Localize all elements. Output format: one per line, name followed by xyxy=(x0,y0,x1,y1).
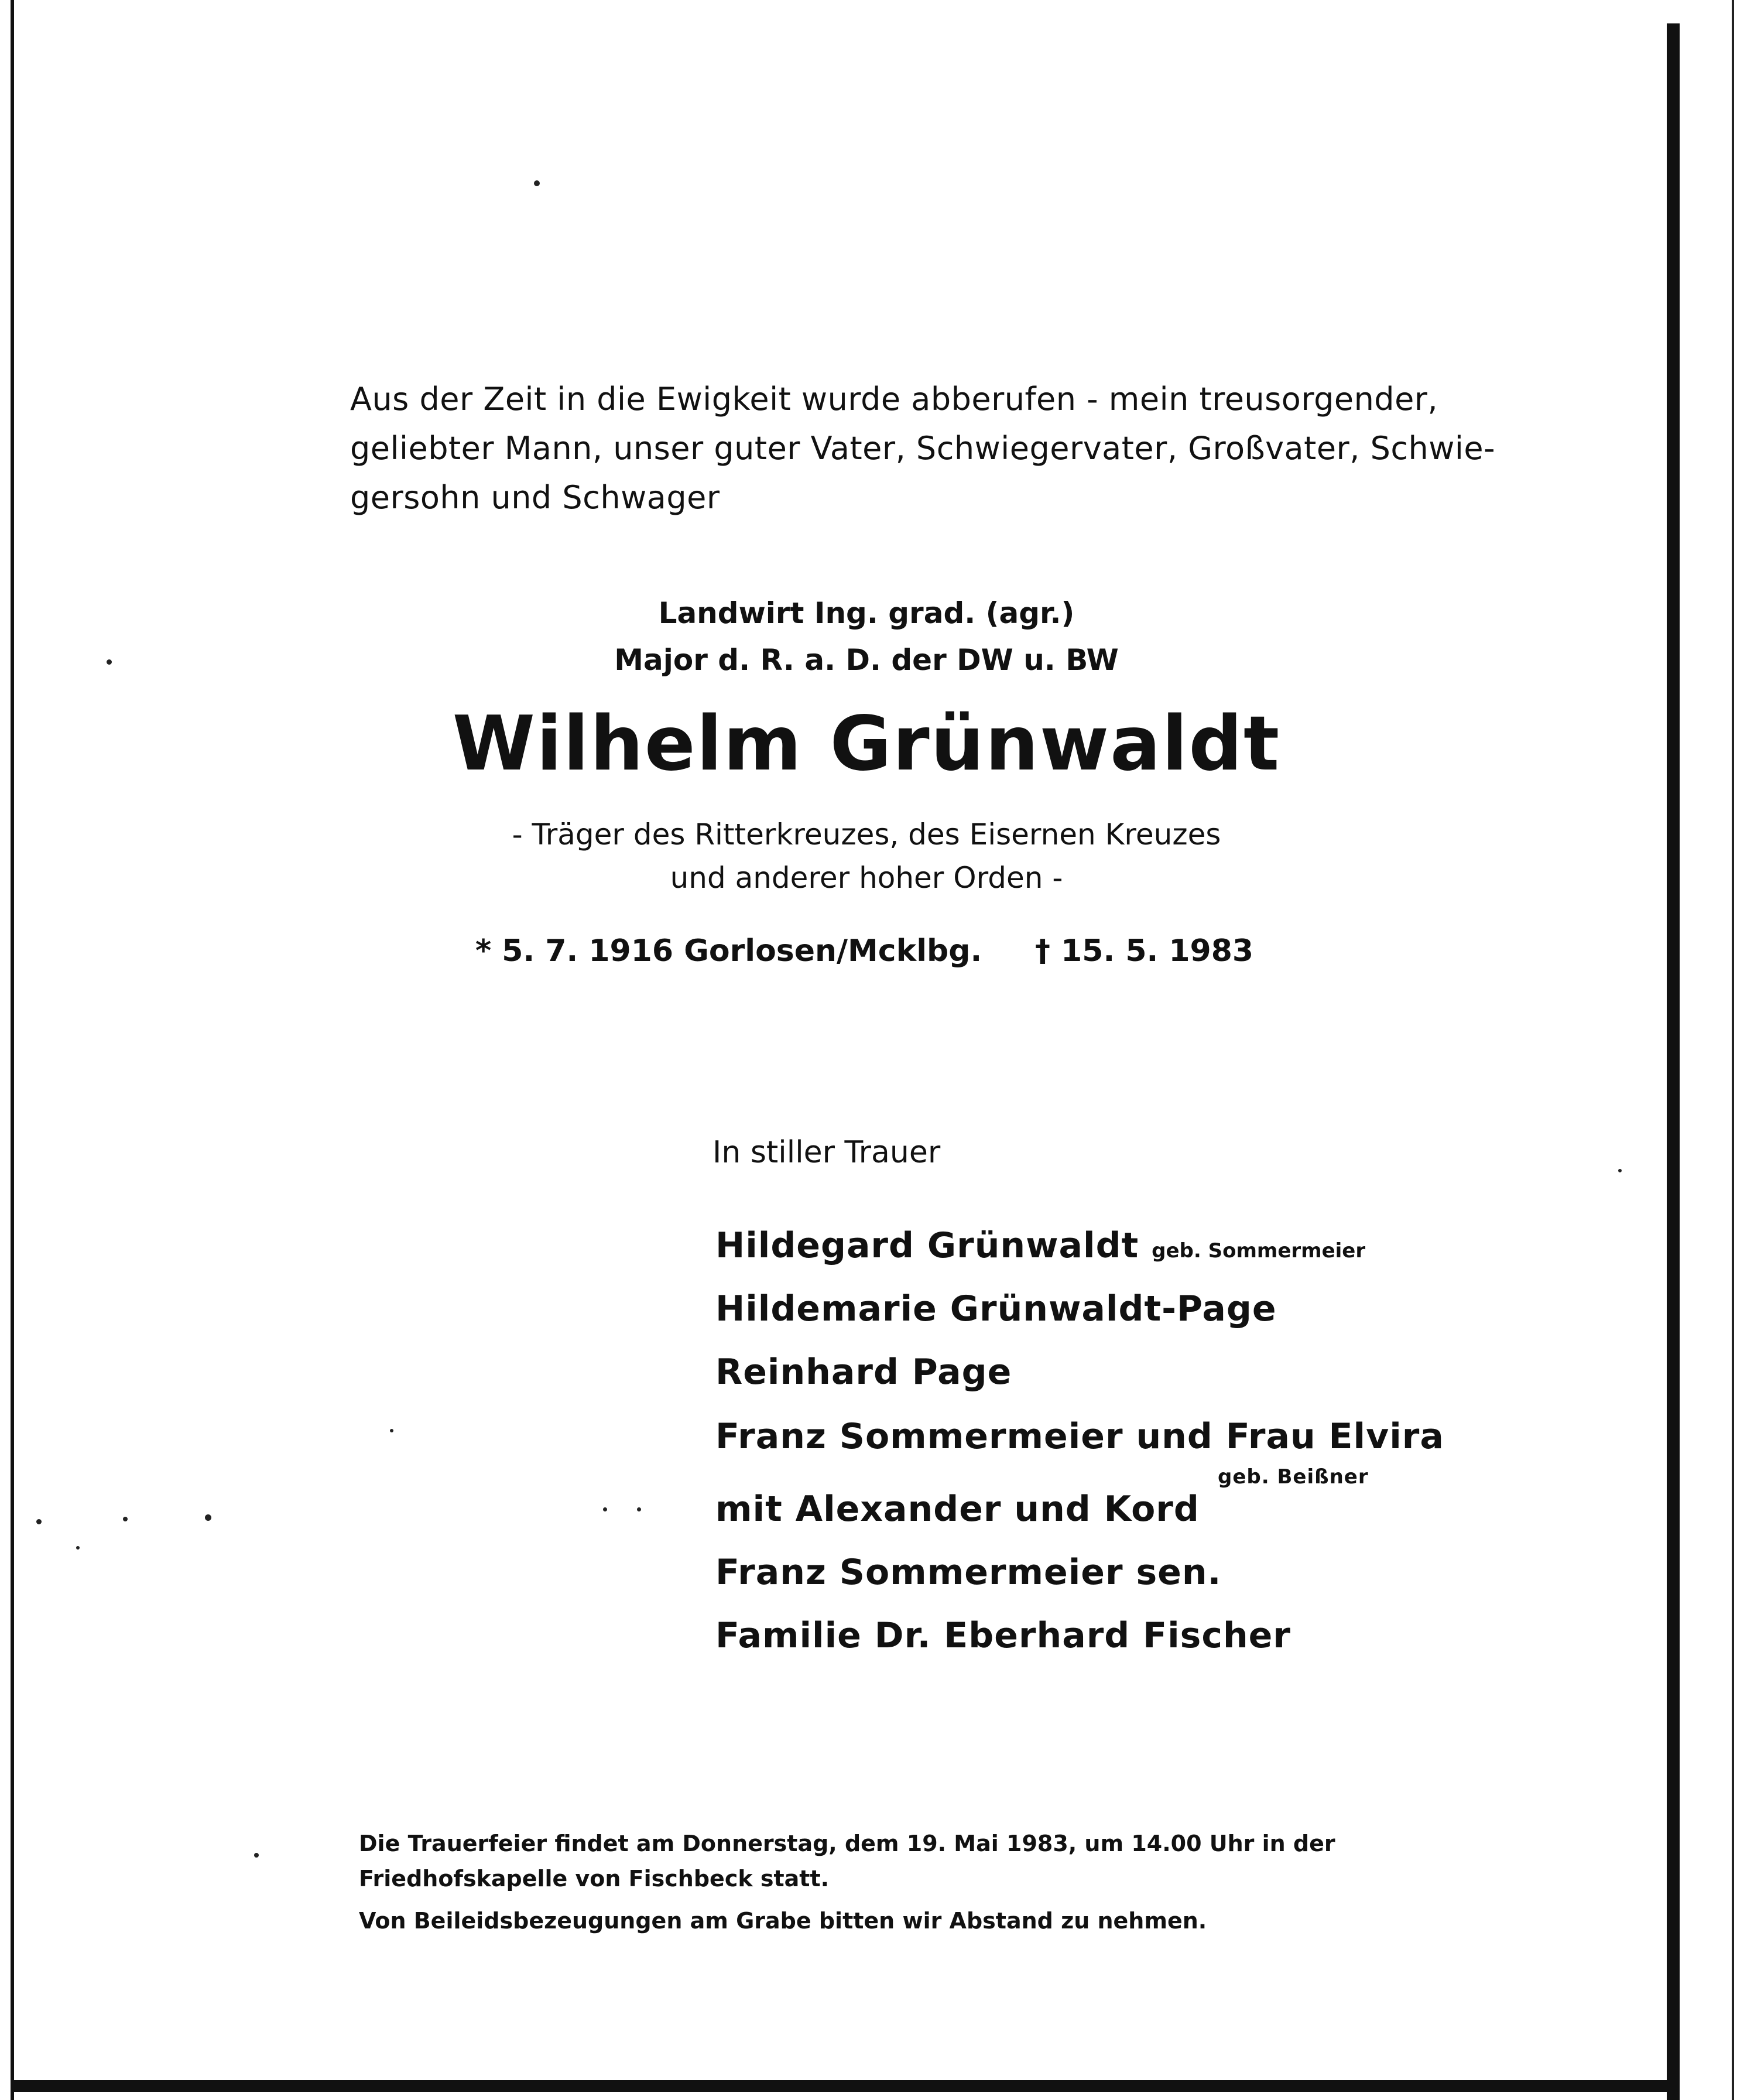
funeral-notice xyxy=(359,1826,1354,1938)
frame-border-bottom xyxy=(11,2080,1680,2092)
scan-speck xyxy=(107,659,112,665)
mourner-name: Hildegard Grünwaldt xyxy=(715,1225,1139,1266)
mourner-item: Franz Sommermeier und Frau Elvira xyxy=(715,1416,1444,1457)
maiden-name-note: geb. Sommermeier xyxy=(1152,1239,1366,1263)
deceased-honors: und anderer hoher Orden - xyxy=(670,861,1063,895)
deceased-rank: Major d. R. a. D. der DW u. BW xyxy=(614,643,1119,677)
deceased-honors: - Träger des Ritterkreuzes, des Eisernen Kreuzes xyxy=(512,818,1221,851)
scan-speck xyxy=(76,1546,80,1550)
scan-speck xyxy=(36,1519,42,1524)
deceased-name: Wilhelm Grünwaldt xyxy=(452,700,1281,788)
frame-border-left xyxy=(11,0,14,2100)
mourner-item xyxy=(715,1225,1365,1266)
mourning-heading: In stiller Trauer xyxy=(712,1135,941,1170)
scan-speck xyxy=(254,1853,259,1858)
footer-line: Von Beileidsbezeugungen am Grabe bitten wir Abstand zu nehmen. xyxy=(359,1908,1207,1934)
scan-speck xyxy=(637,1507,641,1511)
birth-date: * 5. 7. 1916 Gorlosen/Mcklbg. xyxy=(475,933,982,969)
footer-line: Friedhofskapelle von Fischbeck statt. xyxy=(359,1866,830,1892)
intro-line: geliebter Mann, unser guter Vater, Schwiegervater, Großvater, Schwie- xyxy=(350,430,1496,467)
frame-edge-right xyxy=(1732,0,1734,2100)
maiden-name-note: geb. Beißner xyxy=(1218,1465,1369,1489)
mourner-item: Franz Sommermeier sen. xyxy=(715,1552,1222,1593)
scan-speck xyxy=(1618,1169,1622,1172)
scan-speck xyxy=(205,1514,211,1521)
deceased-title: Landwirt Ing. grad. (agr.) xyxy=(658,596,1075,630)
scan-speck xyxy=(390,1429,393,1432)
mourner-item: Familie Dr. Eberhard Fischer xyxy=(715,1615,1291,1656)
mourner-item: mit Alexander und Kord xyxy=(715,1489,1200,1530)
intro-line: gersohn und Schwager xyxy=(350,479,720,516)
scan-speck xyxy=(534,180,540,186)
mourner-item: Reinhard Page xyxy=(715,1352,1012,1393)
scan-speck xyxy=(123,1517,128,1521)
scan-speck xyxy=(603,1507,607,1511)
intro-text xyxy=(350,375,1496,522)
frame-border-right xyxy=(1667,23,1680,2100)
death-date: † 15. 5. 1983 xyxy=(1035,933,1254,969)
mourner-item: Hildemarie Grünwaldt-Page xyxy=(715,1288,1277,1329)
footer-line: Die Trauerfeier findet am Donnerstag, dem 19. Mai 1983, um 14.00 Uhr in der xyxy=(359,1831,1335,1856)
intro-line: Aus der Zeit in die Ewigkeit wurde abberufen - mein treusorgender, xyxy=(350,381,1438,418)
